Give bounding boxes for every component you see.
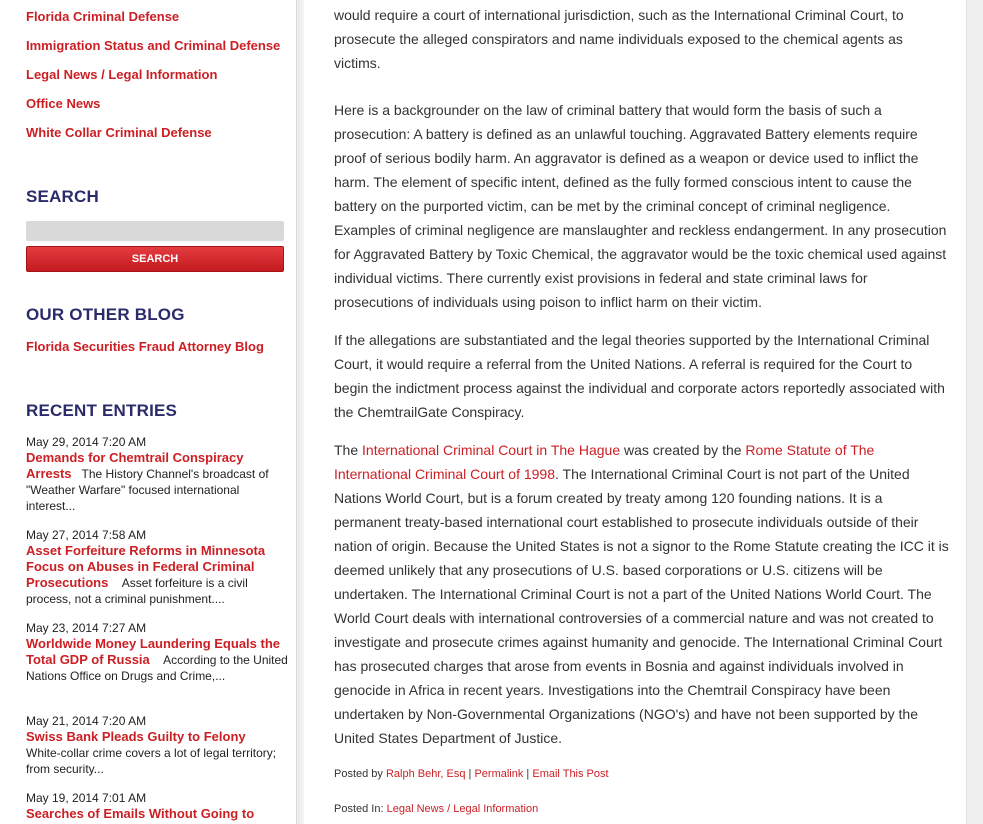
category-link-office-news[interactable]: Office News <box>26 96 101 111</box>
entry-date: May 23, 2014 7:27 AM <box>26 621 147 635</box>
entry-excerpt: The History Channel's broadcast of "Weather Warfare" focused international interest... <box>26 467 269 513</box>
sidebar <box>0 0 297 824</box>
article-paragraph-4 <box>334 438 949 750</box>
entry-title-link[interactable]: Swiss Bank Pleads Guilty to Felony <box>26 729 246 744</box>
recent-entries-heading: RECENT ENTRIES <box>26 401 178 420</box>
recent-entry <box>26 434 288 514</box>
article-paragraph-1: would require a court of international jurisdiction, such as the International Criminal Court, to prosecute the alleged conspirators and name individuals exposed to the chemical agents as victims. <box>334 7 904 71</box>
recent-entry <box>26 790 288 822</box>
entry-date: May 27, 2014 7:58 AM <box>26 528 147 542</box>
right-gutter <box>966 0 983 824</box>
paragraph-text: was created by the <box>620 442 746 458</box>
meta-separator: | <box>523 768 533 780</box>
entry-date: May 19, 2014 7:01 AM <box>26 791 147 805</box>
posted-by-label: Posted by <box>334 768 386 780</box>
category-link-legal-news[interactable]: Legal News / Legal Information <box>26 67 218 82</box>
sidebar-edge <box>298 0 304 824</box>
rome-statute-link[interactable]: Rome Statute of The International Criminal Court of 1998 <box>334 442 875 482</box>
entry-date: May 21, 2014 7:20 AM <box>26 714 147 728</box>
search-input[interactable] <box>26 221 284 241</box>
category-link-florida-criminal-defense[interactable]: Florida Criminal Defense <box>26 9 180 24</box>
entry-title-link[interactable]: Asset Forfeiture Reforms in Minnesota Focus on Abuses in Federal Criminal Prosecutions <box>26 543 266 590</box>
permalink-link[interactable]: Permalink <box>474 768 524 780</box>
paragraph-text: The <box>334 442 363 458</box>
entry-excerpt: Asset forfeiture is a civil process, not a criminal punishment.... <box>26 576 248 606</box>
posted-in-label: Posted In: <box>334 803 387 815</box>
entry-title-link[interactable]: Demands for Chemtrail Conspiracy Arrests <box>26 450 244 481</box>
article-paragraph-3: If the allegations are substantiated and the legal theories supported by the International Criminal Court, it would require a referral from the United Nations. A referral is required for the Court to begin the indictment process against the individual and corporate actors reportedly associated with the ChemtrailGate Conspiracy. <box>334 332 945 420</box>
category-link[interactable]: Legal News / Legal Information <box>386 803 539 815</box>
entry-excerpt: According to the United Nations Office on Drugs and Crime,... <box>26 653 288 683</box>
search-button[interactable]: SEARCH <box>26 246 284 272</box>
entry-excerpt: White-collar crime covers a lot of legal territory; from security... <box>26 746 277 776</box>
entry-date: May 29, 2014 7:20 AM <box>26 435 147 449</box>
recent-entry <box>26 620 288 684</box>
article-paragraph-2: Here is a backgrounder on the law of criminal battery that would form the basis of such a prosecution: A battery is defined as an unlawful touching. Aggravated Battery elements require proof of serious bodily harm. An aggravator is defined as a weapon or device used to inflict the harm. The element of specific intent, defined as the fully formed conscious intent to cause the battery on the purported victim, can be met by the criminal concept of criminal negligence. Examples of criminal negligence are manslaughter and reckless endangerment. In any prosecution for Aggravated Battery by Toxic Chemical, the aggravator would be the toxic chemical used against individual victims. There currently exist provisions in federal and state criminal laws for prosecutions of individuals using poison to inflict harm on their victim. <box>334 102 947 310</box>
meta-separator: | <box>465 768 475 780</box>
category-link-immigration[interactable]: Immigration Status and Criminal Defense <box>26 38 281 53</box>
entry-title-link[interactable]: Worldwide Money Laundering Equals the Total GDP of Russia <box>26 636 281 667</box>
other-blog-heading: OUR OTHER BLOG <box>26 305 185 324</box>
email-post-link[interactable]: Email This Post <box>532 768 609 780</box>
icc-hague-link[interactable]: International Criminal Court in The Hague <box>362 442 621 458</box>
search-heading: SEARCH <box>26 187 99 206</box>
author-link[interactable]: Ralph Behr, Esq <box>385 768 466 780</box>
post-meta <box>334 768 609 780</box>
entry-title-link[interactable]: Searches of Emails Without Going to <box>26 806 255 821</box>
recent-entry <box>26 527 288 607</box>
paragraph-text: . The International Criminal Court is not part of the United Nations World Court, but is a forum created by treaty among 120 founding nations. It is a permanent treaty-based international court established to prosecute individuals outside of their nation of origin. Because the United States is not a signor to the Rome Statute creating the ICC it is deemed unlikely that any prosecutions of U.S. based corporations or U.S. citizens will be undertaken. The International Criminal Court is not a part of the United Nations World Court. The World Court deals with international controversies of a commercial nature and was not created to investigate and prosecute crimes against humanity and genocide. The International Criminal Court has prosecuted charges that arose from events in Bosnia and against individuals involved in genocide in Africa in recent years. Investigations into the Chemtrail Conspiracy have been undertaken by Non-Governmental Organizations (NGO's) and have not been supported by the United States Department of Justice. <box>334 466 949 746</box>
post-categories <box>334 803 538 815</box>
other-blog-link[interactable]: Florida Securities Fraud Attorney Blog <box>26 339 264 354</box>
recent-entry <box>26 713 288 777</box>
category-link-white-collar[interactable]: White Collar Criminal Defense <box>26 125 212 140</box>
